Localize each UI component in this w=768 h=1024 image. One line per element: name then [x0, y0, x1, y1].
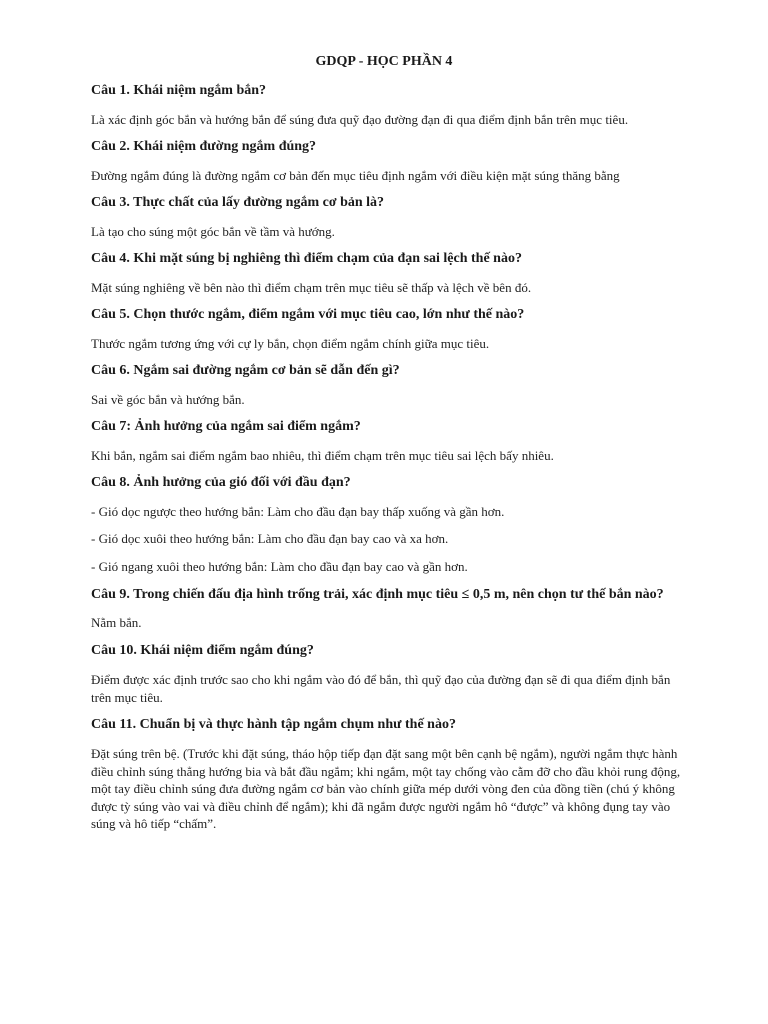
page-title: GDQP - HỌC PHẦN 4	[315, 54, 453, 69]
question-2: Câu 2. Khái niệm đường ngắm đúng?	[91, 139, 317, 154]
question-3: Câu 3. Thực chất của lấy đường ngắm cơ bản là?	[91, 195, 385, 210]
question-7: Câu 7: Ảnh hưởng của ngắm sai điểm ngắm?	[91, 419, 361, 434]
question-5: Câu 5. Chọn thước ngắm, điểm ngắm với mục tiêu cao, lớn như thế nào?	[91, 307, 525, 322]
answer-2: Đường ngắm đúng là đường ngắm cơ bản đến mục tiêu định ngắm với điều kiện mặt súng thăng bằng	[91, 168, 620, 183]
question-1: Câu 1. Khái niệm ngắm bắn?	[91, 83, 267, 98]
answer-7: Khi bắn, ngắm sai điểm ngắm bao nhiêu, thì điểm chạm trên mục tiêu sai lệch bấy nhiêu.	[91, 448, 554, 463]
answer-8-line-3: - Gió ngang xuôi theo hướng bắn: Làm cho đầu đạn bay cao và gần hơn.	[91, 559, 468, 574]
answer-9: Nằm bắn.	[91, 615, 142, 630]
answer-6: Sai về góc bắn và hướng bắn.	[91, 392, 245, 407]
answer-8-line-1: - Gió dọc ngược theo hướng bắn: Làm cho đầu đạn bay thấp xuống và gần hơn.	[91, 504, 505, 519]
answer-11: Đặt súng trên bệ. (Trước khi đặt súng, tháo hộp tiếp đạn đặt sang một bên cạnh bệ ngắm), người ngắm thực hành điều chỉnh súng thẳng hướng bia và bắt đầu ngắm; khi ngắm, một tay chống vào cằm đỡ cho đầu khỏi rung động, một tay điều chỉnh súng đưa đường ngắm cơ bản vào chính giữa mép dưới vòng đen của đồng tiền (chú ý không được tỳ súng vào vai và điều chỉnh để ngắm); khi đã ngắm được người ngắm hô “được” và không đụng tay vào súng và hô tiếp “chấm”.	[91, 746, 681, 831]
question-6: Câu 6. Ngắm sai đường ngắm cơ bản sẽ dẫn đến gì?	[91, 363, 400, 378]
question-9: Câu 9. Trong chiến đấu địa hình trống trải, xác định mục tiêu ≤ 0,5 m, nên chọn tư thế bắn nào?	[91, 587, 664, 602]
answer-1: Là xác định góc bắn và hướng bắn để súng đưa quỹ đạo đường đạn đi qua điểm định bắn trên mục tiêu.	[91, 112, 629, 127]
question-10: Câu 10. Khái niệm điểm ngắm đúng?	[91, 643, 314, 658]
answer-4: Mặt súng nghiêng về bên nào thì điểm chạm trên mục tiêu sẽ thấp và lệch về bên đó.	[91, 280, 532, 295]
answer-8-line-2: - Gió dọc xuôi theo hướng bắn: Làm cho đầu đạn bay cao và xa hơn.	[91, 531, 449, 546]
answer-5: Thước ngắm tương ứng với cự ly bắn, chọn điểm ngắm chính giữa mục tiêu.	[91, 336, 490, 351]
question-8: Câu 8. Ảnh hưởng của gió đối với đầu đạn?	[91, 475, 351, 490]
answer-3: Là tạo cho súng một góc bắn về tầm và hướng.	[91, 224, 335, 239]
question-11: Câu 11. Chuẩn bị và thực hành tập ngắm chụm như thế nào?	[91, 717, 456, 732]
question-4: Câu 4. Khi mặt súng bị nghiêng thì điểm chạm của đạn sai lệch thế nào?	[91, 251, 522, 266]
answer-10: Điểm được xác định trước sao cho khi ngắm vào đó để bắn, thì quỹ đạo của đường đạn sẽ đi qua điểm định bắn trên mục tiêu.	[91, 672, 671, 705]
